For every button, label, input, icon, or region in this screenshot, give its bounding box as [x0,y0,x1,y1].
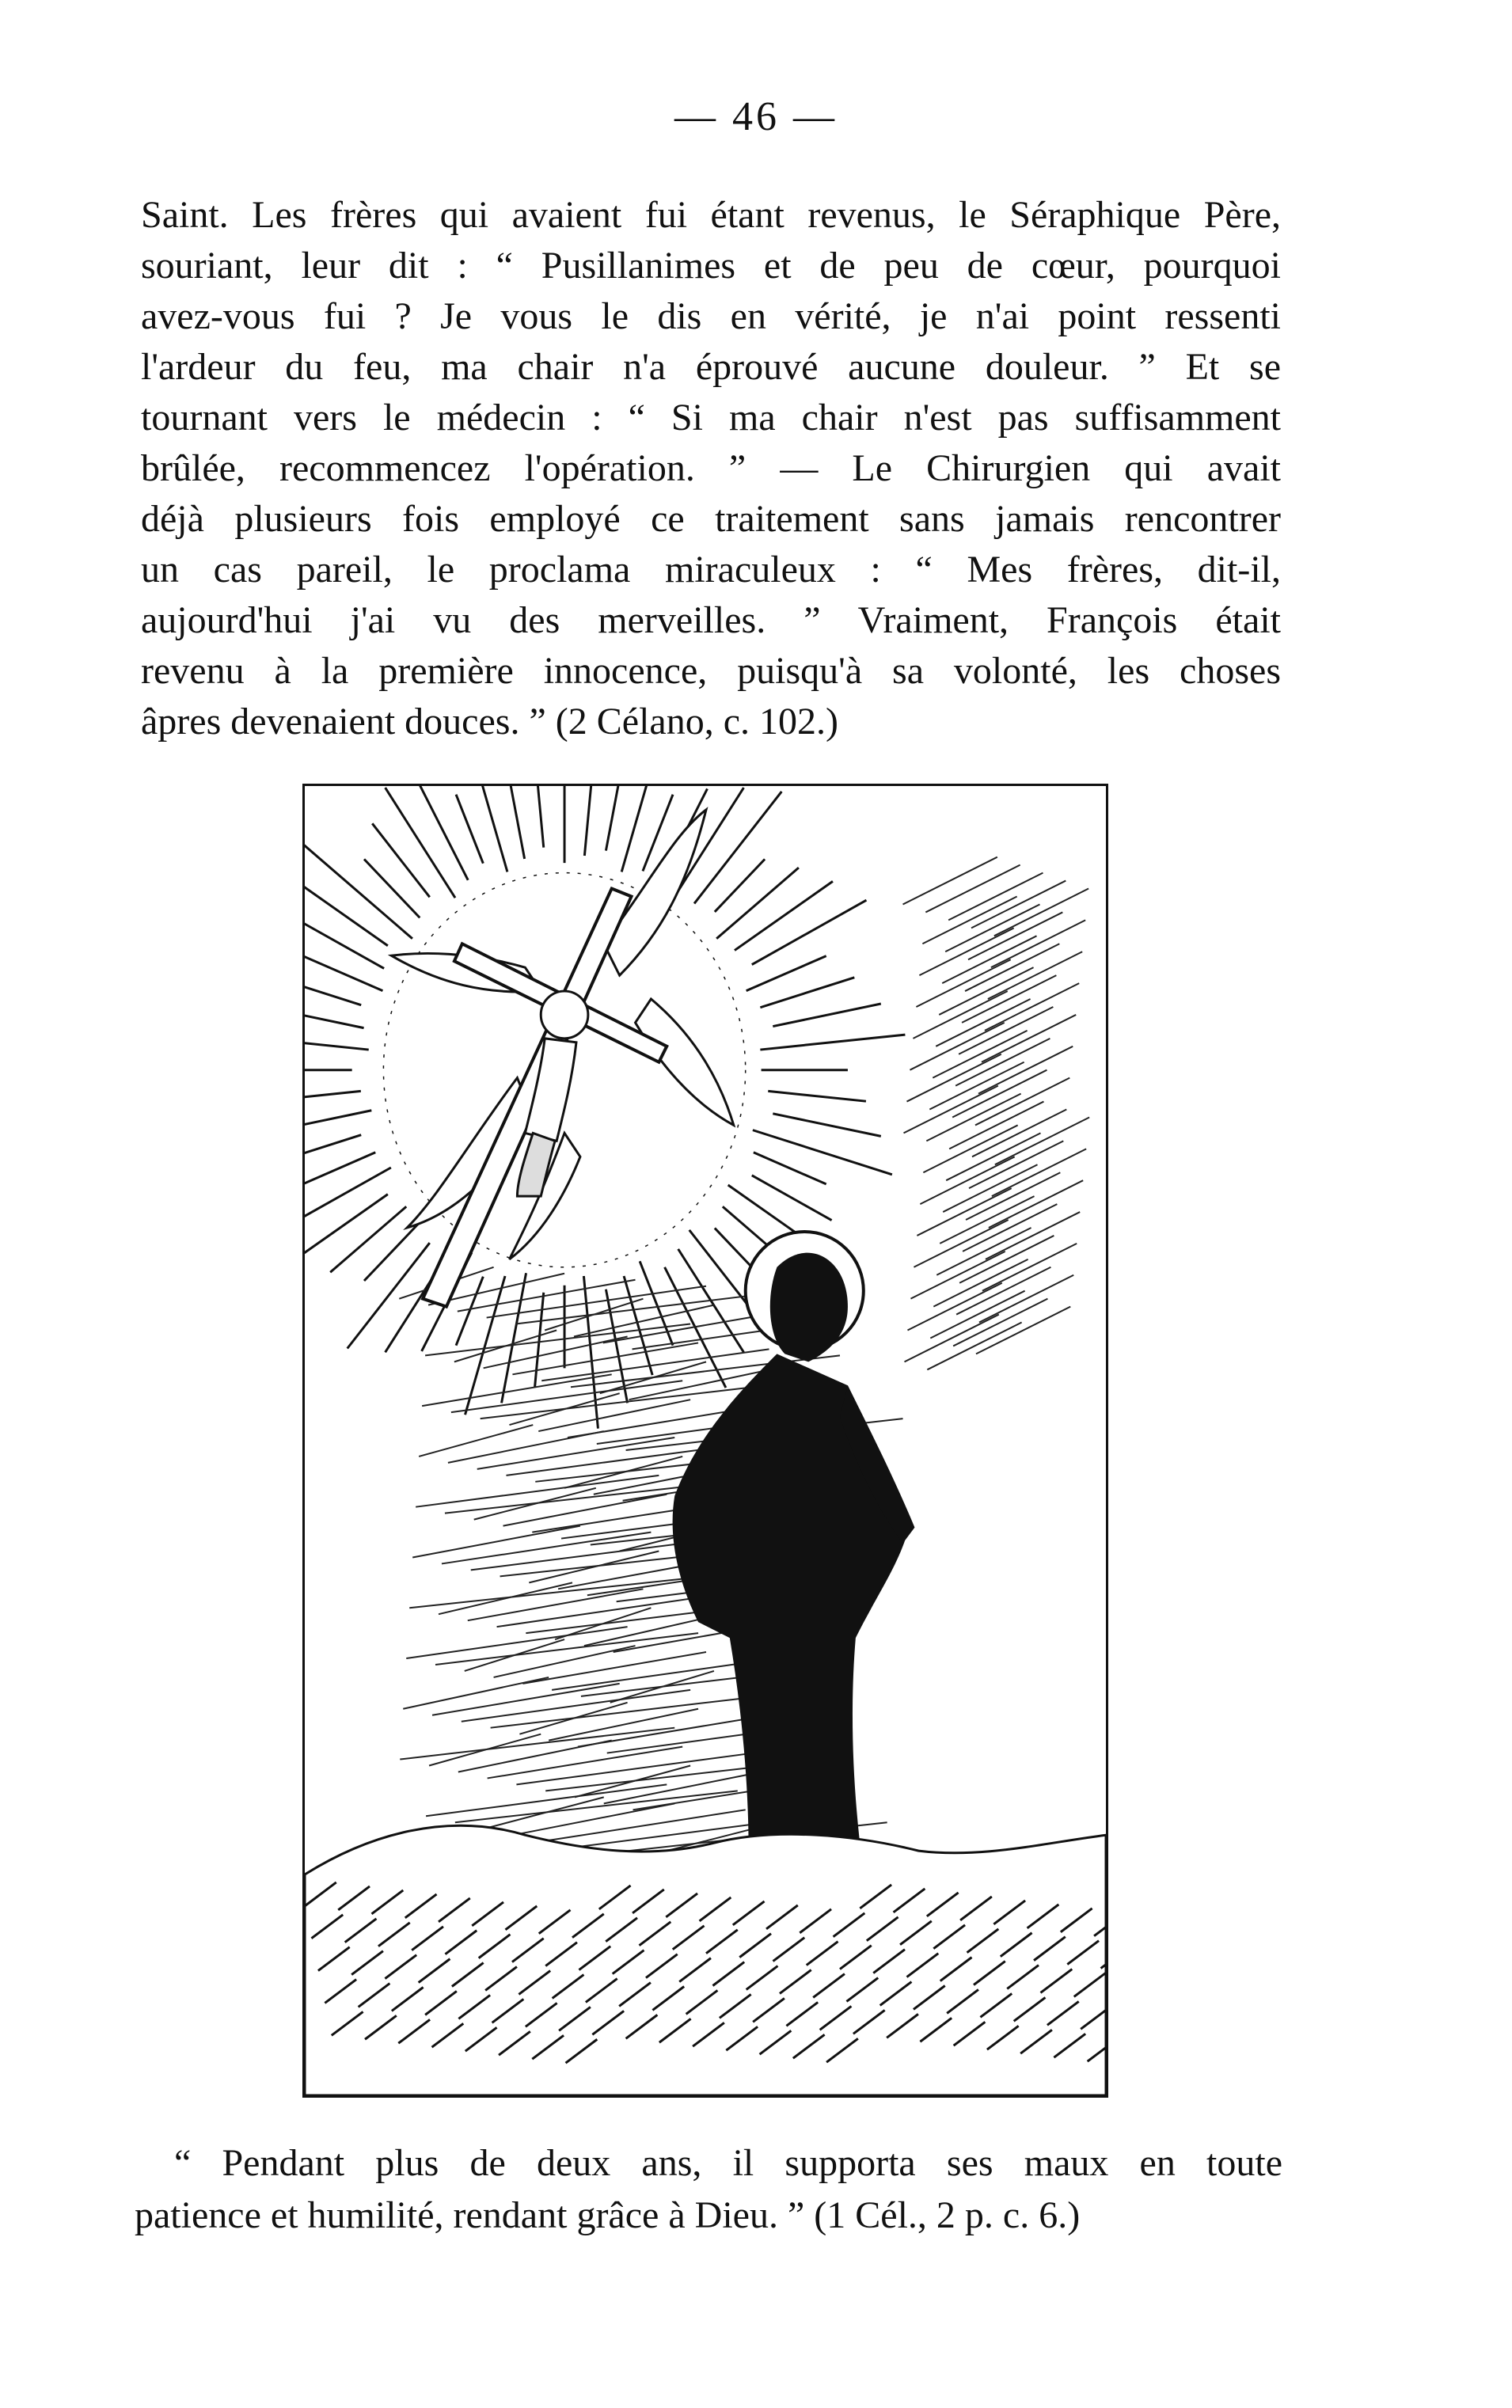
text-line: aujourd'hui j'ai vu des merveilles. ” Vraiment, François était [141,599,1281,641]
engraving-illustration [302,784,1108,2098]
rocky-ground [305,1825,1106,2095]
text-line: souriant, leur dit : “ Pusillanimes et de peu de cœur, pourquoi [141,245,1281,287]
caption-line: “ Pendant plus de deux ans, il supporta ses maux en toute [174,2142,1282,2184]
text-line: un cas pareil, le proclama miraculeux : “ Mes frères, dit-il, [141,549,1281,591]
text-line: déjà plusieurs fois employé ce traitement sans jamais rencontrer [141,498,1281,540]
text-line: âpres devenaient douces. ” (2 Célano, c. 102.) [141,701,838,743]
illustration-caption [135,2137,1282,2242]
saint-francis-figure [673,1232,915,1922]
text-line: avez-vous fui ? Je vous le dis en vérité, je n'ai point ressenti [141,295,1281,337]
text-line: tournant vers le médecin : “ Si ma chair n'est pas suffisamment [141,397,1281,439]
text-line: revenu à la première innocence, puisqu'à sa volonté, les choses [141,650,1281,692]
body-paragraph [141,190,1281,747]
caption-line: patience et humilité, rendant grâce à Dieu. ” (1 Cél., 2 p. c. 6.) [135,2194,1081,2236]
text-line: Saint. Les frères qui avaient fui étant revenus, le Séraphique Père, [141,194,1281,236]
text-line: l'ardeur du feu, ma chair n'a éprouvé aucune douleur. ” Et se [141,346,1281,388]
text-line: brûlée, recommencez l'opération. ” — Le Chirurgien qui avait [141,447,1281,489]
page-number: — 46 — [674,94,838,139]
